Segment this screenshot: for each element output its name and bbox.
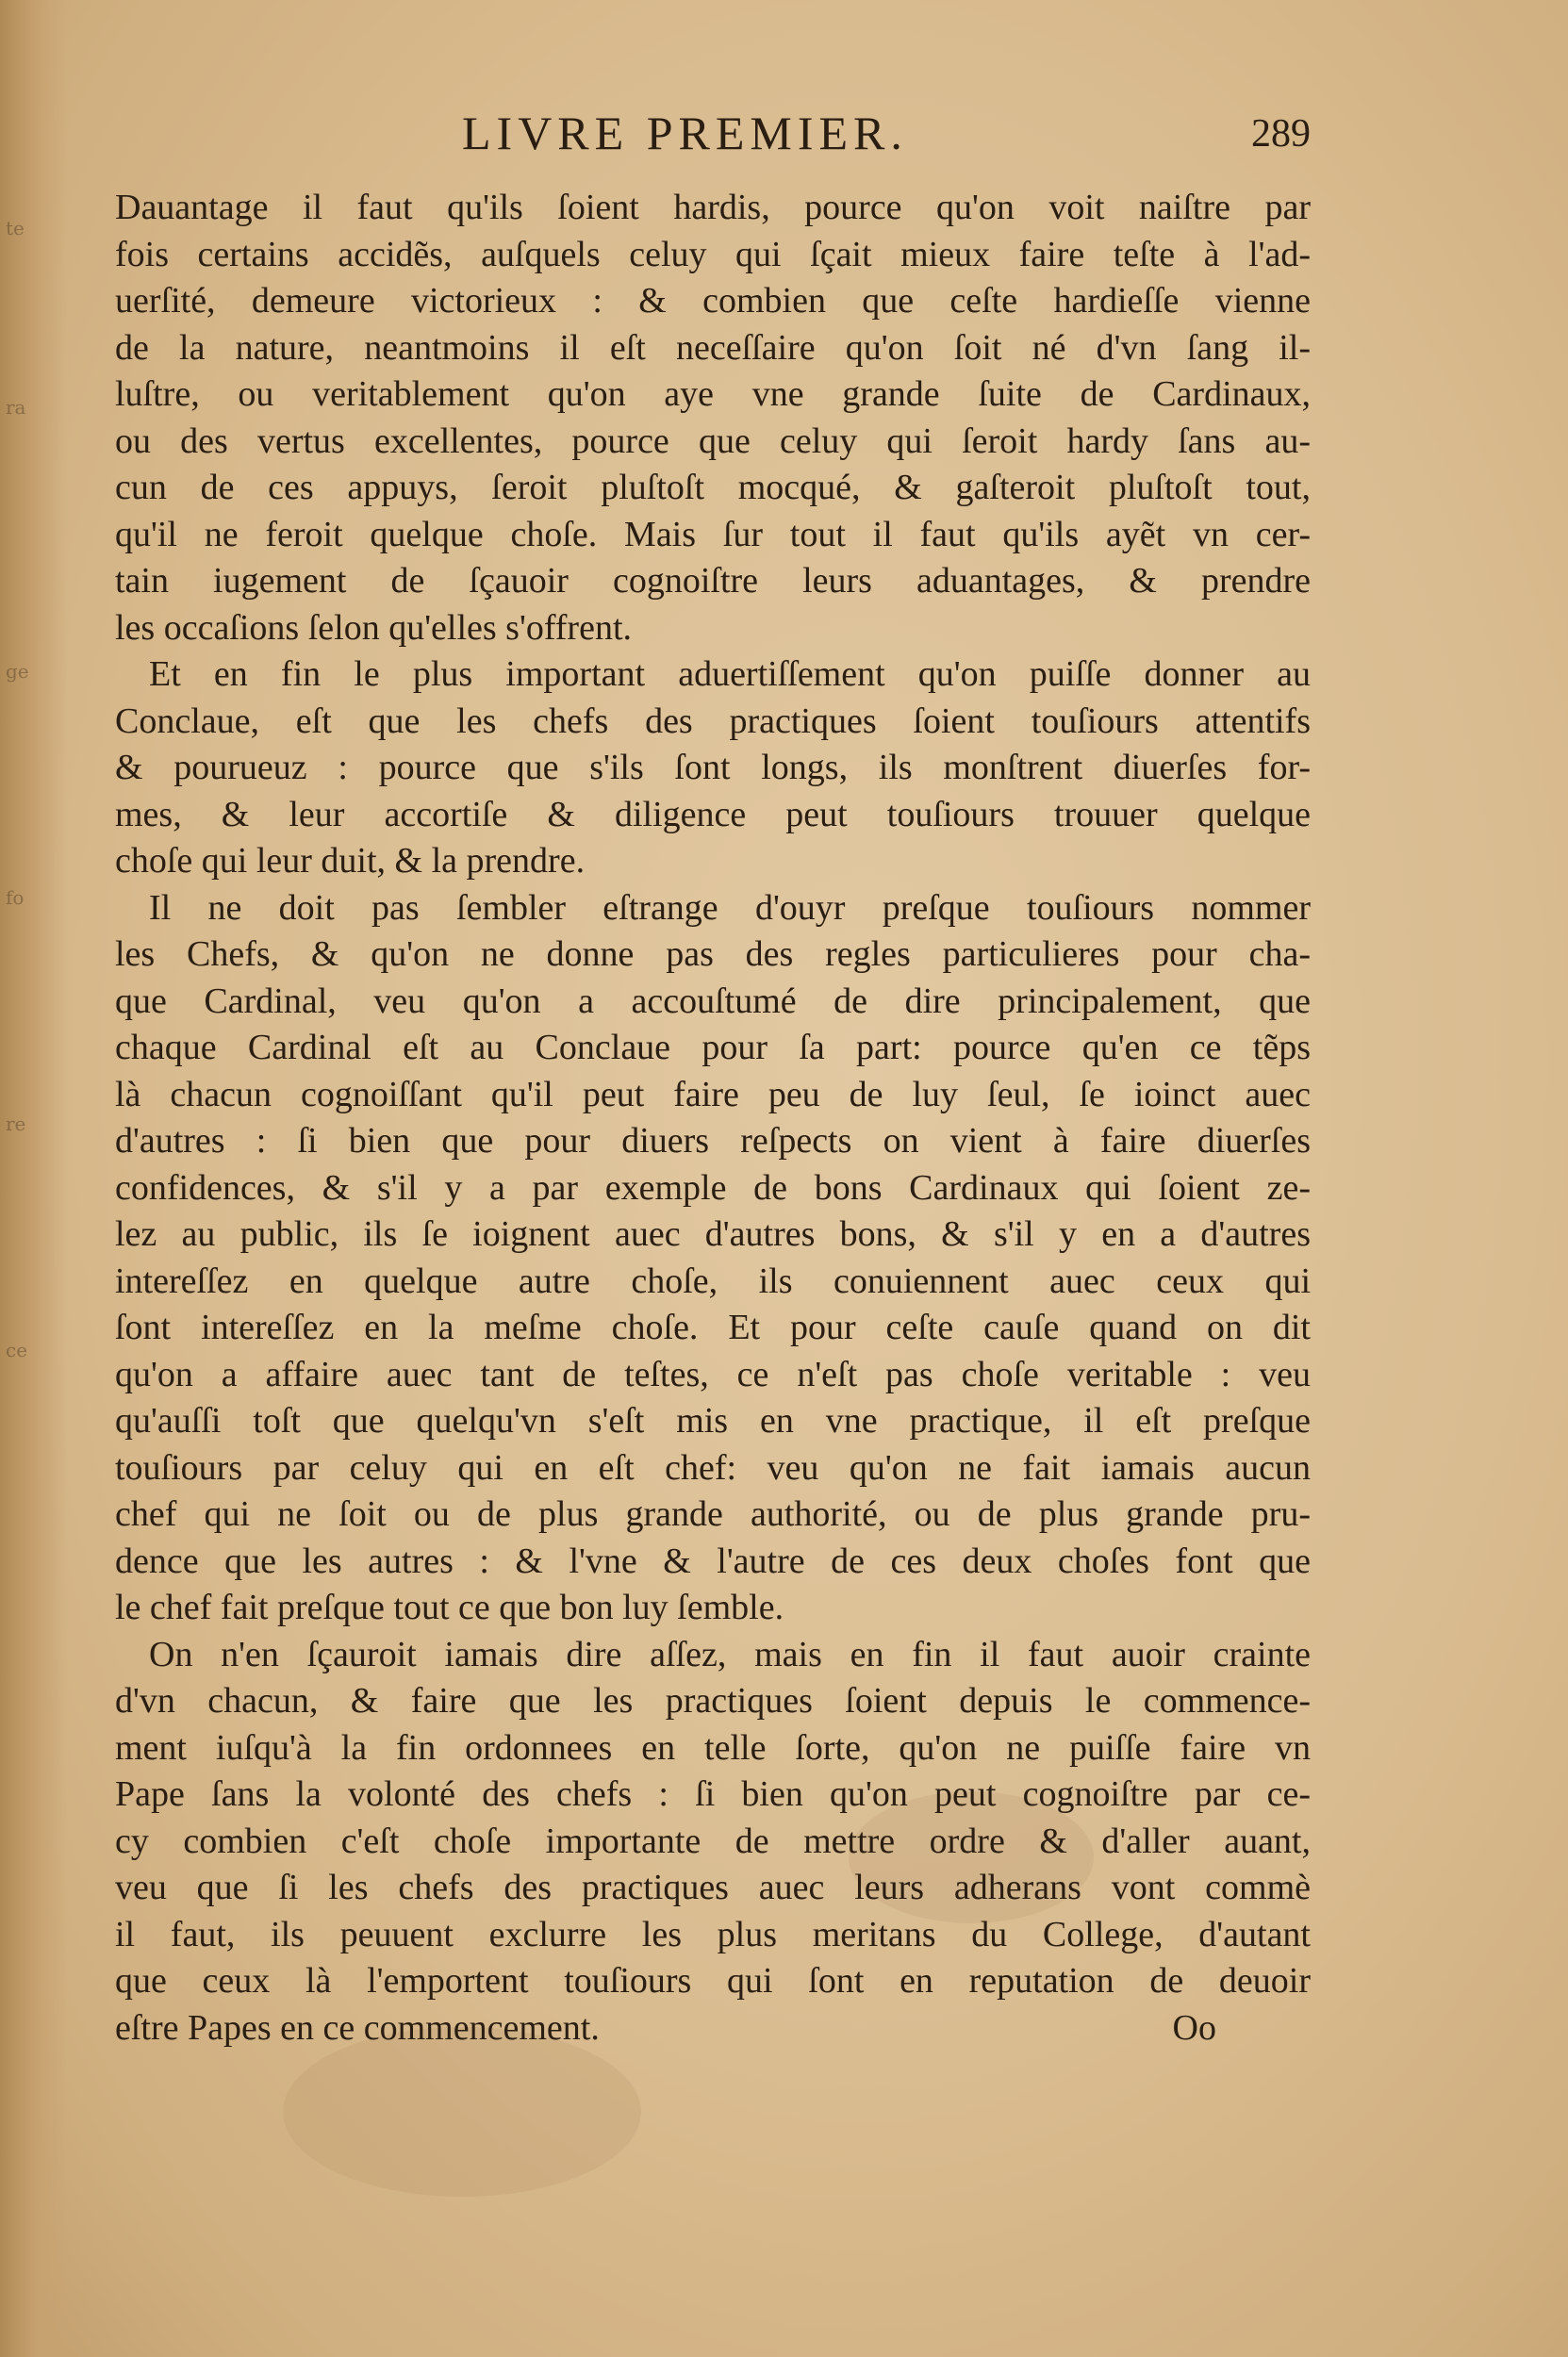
bleed-through-fragment: fo [6, 886, 25, 909]
text-line: Dauantage il faut qu'ils ſoient hardis, pource qu'on voit naiſtre par [115, 188, 1311, 227]
text-line: touſiours par celuy qui en eſt chef: veu qu'on ne fait iamais aucun [115, 1447, 1311, 1488]
paper-stain [283, 2027, 641, 2197]
text-line: veu que ſi les chefs des practiques auec leurs adherans vont commè [115, 1868, 1311, 1907]
body-text [115, 185, 1311, 2052]
paragraph-end-line: le chef fait preſque tout ce que bon luy ſemble. [115, 1588, 784, 1627]
paragraph-end-line: les occaſions ſelon qu'elles s'offrent. [115, 607, 633, 648]
page-number: 289 [1251, 112, 1311, 156]
page-header [113, 106, 1311, 162]
text-line: d'vn chacun, & faire que les practiques ſoient depuis le commence- [115, 1681, 1311, 1721]
text-line: que ceux là l'emportent touſiours qui ſont en reputation de deuoir [115, 1961, 1311, 2001]
text-line: fois certains accidẽs, auſquels celuy qui ſçait mieux faire teſte à l'ad- [115, 234, 1311, 274]
text-line: là chacun cognoiſſant qu'il peut faire peu de luy ſeul, ſe ioinct auec [115, 1074, 1311, 1114]
final-line-text: eſtre Papes en ce commencement. [115, 2007, 600, 2048]
text-line: Conclaue, eſt que les chefs des practiques ſoient touſiours attentifs [115, 701, 1311, 741]
text-line: qu'il ne feroit quelque choſe. Mais ſur tout il faut qu'ils ayẽt vn cer- [115, 514, 1311, 554]
paragraph-start-line: Il ne doit pas ſembler eſtrange d'ouyr preſque touſiours nommer [149, 887, 1311, 928]
text-line: lez au public, ils ſe ioignent auec d'autres bons, & s'il y en a d'autres [115, 1214, 1311, 1254]
text-line: Pape ſans la volonté des chefs : ſi bien qu'on peut cognoiſtre par ce- [115, 1774, 1311, 1814]
running-title: LIVRE PREMIER. [462, 107, 908, 159]
bleed-through-fragment: ce [6, 1339, 28, 1361]
text-line: cun de ces appuys, ſeroit pluſtoſt mocqué, & gaſteroit pluſtoſt tout, [115, 468, 1311, 507]
text-line: que Cardinal, veu qu'on a accouſtumé de dire principalement, que [115, 981, 1311, 1021]
text-line: qu'auſſi toſt que quelqu'vn s'eſt mis en vne practique, il eſt preſque [115, 1401, 1311, 1441]
catchword: Oo [1172, 2007, 1216, 2048]
text-line: dence que les autres : & l'vne & l'autre de ces deux choſes font que [115, 1541, 1311, 1581]
bleed-through-fragment: ge [6, 660, 29, 683]
text-line: chef qui ne ſoit ou de plus grande authorité, ou de plus grande pru- [115, 1494, 1311, 1534]
final-line [115, 2005, 1311, 2052]
text-line: les Chefs, & qu'on ne donne pas des regles particulieres pour cha- [115, 934, 1311, 974]
text-line: cy combien c'eſt choſe importante de mettre ordre & d'aller auant, [115, 1821, 1311, 1861]
text-line: tain iugement de ſçauoir cognoiſtre leurs aduantages, & prendre [115, 561, 1311, 601]
text-line: & pourueuz : pource que s'ils ſont longs, ils monſtrent diuerſes for- [115, 748, 1311, 787]
text-line: intereſſez en quelque autre choſe, ils conuiennent auec ceux qui [115, 1261, 1311, 1301]
text-line: qu'on a affaire auec tant de teſtes, ce n'eſt pas choſe veritable : veu [115, 1354, 1311, 1394]
text-line: uerſité, demeure victorieux : & combien que ceſte hardieſſe vienne [115, 281, 1311, 321]
text-line: mes, & leur accortiſe & diligence peut touſiours trouuer quelque [115, 794, 1311, 834]
text-line: ſont intereſſez en la meſme choſe. Et pour ceſte cauſe quand on dit [115, 1308, 1311, 1347]
text-line: de la nature, neantmoins il eſt neceſſaire qu'on ſoit né d'vn ſang il- [115, 327, 1311, 368]
text-line: luſtre, ou veritablement qu'on aye vne grande ſuite de Cardinaux, [115, 374, 1311, 414]
text-line: il faut, ils peuuent exclurre les plus meritans du College, d'autant [115, 1914, 1311, 1954]
text-line: ment iuſqu'à la fin ordonnees en telle ſorte, qu'on ne puiſſe faire vn [115, 1727, 1311, 1768]
text-line: chaque Cardinal eſt au Conclaue pour ſa part: pource qu'en ce tẽps [115, 1028, 1311, 1067]
text-line: confidences, & s'il y a par exemple de bons Cardinaux qui ſoient ze- [115, 1167, 1311, 1208]
text-line: ou des vertus excellentes, pource que celuy qui ſeroit hardy ſans au- [115, 420, 1311, 461]
paragraph-start-line: Et en fin le plus important aduertiſſement qu'on puiſſe donner au [149, 654, 1311, 694]
bleed-through-fragment: ra [6, 396, 26, 419]
paragraph-start-line: On n'en ſçauroit iamais dire aſſez, mais en fin il faut auoir crainte [149, 1634, 1311, 1674]
bleed-through-fragment: re [6, 1113, 26, 1135]
paragraph-end-line: choſe qui leur duit, & la prendre. [115, 841, 586, 881]
binding-gutter [0, 0, 68, 2357]
bleed-through-fragment: te [6, 217, 25, 239]
text-line: d'autres : ſi bien que pour diuers reſpects on vient à faire diuerſes [115, 1121, 1311, 1161]
